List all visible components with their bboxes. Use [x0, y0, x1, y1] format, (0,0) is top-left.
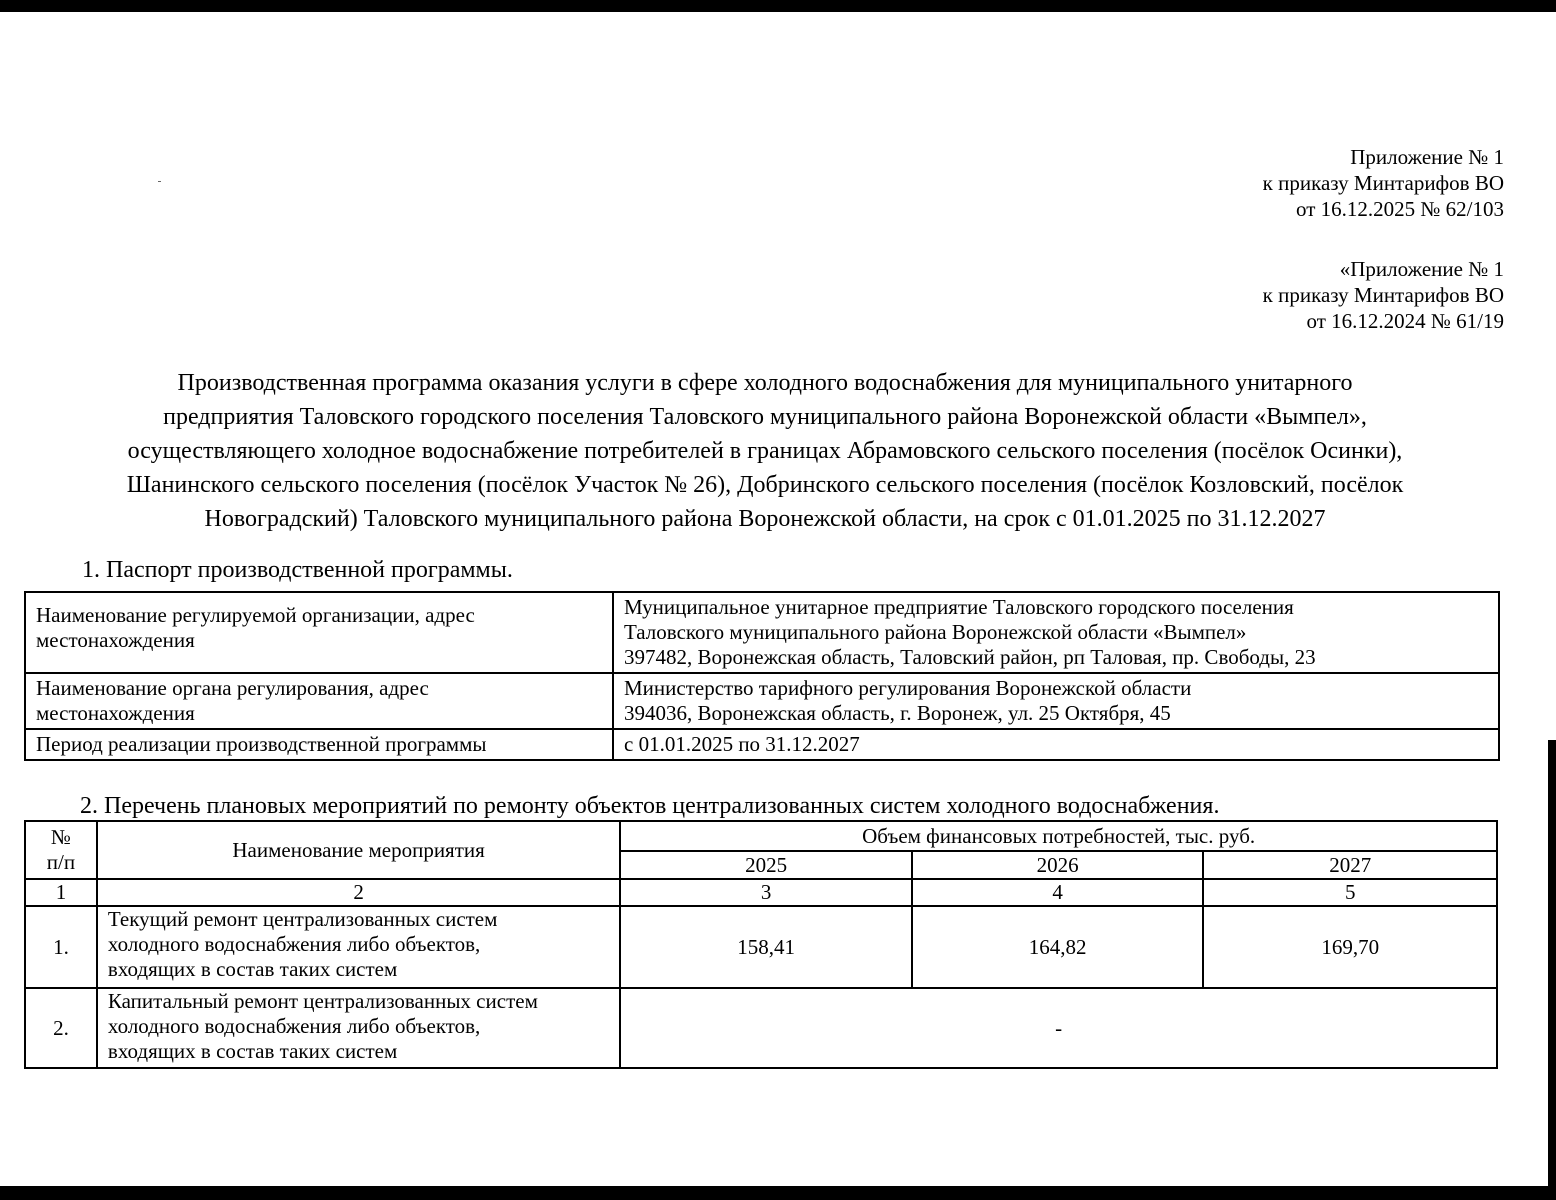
annex-current — [1263, 144, 1504, 222]
annex-previous — [1263, 256, 1504, 334]
header-finance-cell: Объем финансовых потребностей, тыс. руб. — [620, 821, 1497, 851]
column-number-cell: 5 — [1203, 879, 1497, 906]
header-num-line: № — [50, 825, 71, 849]
row-name-cell — [97, 988, 620, 1068]
passport-value-line: с 01.01.2025 по 31.12.2027 — [624, 732, 860, 756]
annex-previous-line: «Приложение № 1 — [1339, 257, 1504, 281]
scan-speck — [158, 181, 161, 182]
passport-label-cell — [25, 592, 613, 673]
passport-value-cell — [613, 729, 1499, 760]
row-name-line: Капитальный ремонт централизованных систем — [107, 989, 538, 1013]
header-year-cell: 2026 — [912, 851, 1204, 879]
passport-value-line: Министерство тарифного регулирования Воронежской области — [624, 676, 1192, 700]
passport-row-period — [25, 729, 1499, 760]
scan-top-edge — [0, 0, 1556, 12]
repair-plan-table — [24, 820, 1498, 1069]
passport-label-line: местонахождения — [36, 628, 195, 652]
row-merged-value-cell: - — [620, 988, 1497, 1068]
annex-current-line: Приложение № 1 — [1350, 145, 1504, 169]
column-number-cell: 1 — [25, 879, 97, 906]
plan-row-capital-repair — [25, 988, 1497, 1068]
annex-previous-line: к приказу Минтарифов ВО — [1262, 283, 1504, 307]
header-num-cell — [25, 821, 97, 879]
row-value-cell: 158,41 — [620, 906, 912, 988]
document-title-line: Новоградский) Таловского муниципального района Воронежской области, на срок с 01.01.2025 по 31.12.2027 — [204, 506, 1326, 532]
header-year-cell: 2025 — [620, 851, 912, 879]
column-number-cell: 3 — [620, 879, 912, 906]
row-value-cell: 164,82 — [912, 906, 1204, 988]
document-title — [20, 366, 1510, 536]
plan-row-current-repair — [25, 906, 1497, 988]
row-value-cell: 169,70 — [1203, 906, 1497, 988]
passport-value-cell — [613, 592, 1499, 673]
passport-value-line: 397482, Воронежская область, Таловский район, рп Таловая, пр. Свободы, 23 — [624, 645, 1316, 669]
column-number-cell: 2 — [97, 879, 620, 906]
document-title-line: Производственная программа оказания услуги в сфере холодного водоснабжения для муниципального унитарного — [177, 370, 1353, 396]
row-name-line: входящих в состав таких систем — [107, 957, 398, 981]
passport-table — [24, 591, 1500, 761]
passport-label-line: местонахождения — [36, 701, 195, 725]
document-title-line: предприятия Таловского городского поселения Таловского муниципального района Воронежской области «Вымпел», — [163, 404, 1367, 430]
column-number-cell: 4 — [912, 879, 1204, 906]
passport-label-cell — [25, 729, 613, 760]
annex-previous-line: от 16.12.2024 № 61/19 — [1306, 309, 1504, 333]
row-name-line: Текущий ремонт централизованных систем — [107, 907, 498, 931]
row-num-cell: 2. — [25, 988, 97, 1068]
passport-row-regulator — [25, 673, 1499, 729]
row-name-line: входящих в состав таких систем — [107, 1039, 398, 1063]
document-title-line: осуществляющего холодное водоснабжение потребителей в границах Абрамовского сельского поселения (посёлок Осинки), — [127, 438, 1403, 464]
header-year-cell: 2027 — [1203, 851, 1497, 879]
passport-value-line: Муниципальное унитарное предприятие Таловского городского поселения — [624, 595, 1294, 619]
passport-value-line: Таловского муниципального района Воронежской области «Вымпел» — [624, 620, 1247, 644]
header-num-line: п/п — [46, 850, 76, 874]
row-name-line: холодного водоснабжения либо объектов, — [107, 932, 481, 956]
scan-bottom-edge — [0, 1186, 1556, 1200]
row-name-line: холодного водоснабжения либо объектов, — [107, 1014, 481, 1038]
section-1-title: 1. Паспорт производственной программы. — [82, 557, 513, 583]
plan-column-numbers-row — [25, 879, 1497, 906]
passport-label-line: Период реализации производственной программы — [36, 732, 487, 756]
document-title-line: Шанинского сельского поселения (посёлок Участок № 26), Добринского сельского поселения (посёлок Козловский, посёлок — [126, 472, 1404, 498]
passport-label-line: Наименование регулируемой организации, адрес — [36, 603, 475, 627]
passport-row-organization — [25, 592, 1499, 673]
annex-current-line: к приказу Минтарифов ВО — [1262, 171, 1504, 195]
passport-value-cell — [613, 673, 1499, 729]
header-name-cell: Наименование мероприятия — [97, 821, 620, 879]
plan-header-row — [25, 821, 1497, 851]
annex-current-line: от 16.12.2025 № 62/103 — [1295, 197, 1504, 221]
passport-label-cell — [25, 673, 613, 729]
passport-label-line: Наименование органа регулирования, адрес — [36, 676, 429, 700]
section-2-title: 2. Перечень плановых мероприятий по ремонту объектов централизованных систем холодного водоснабжения. — [80, 793, 1220, 819]
row-name-cell — [97, 906, 620, 988]
row-num-cell: 1. — [25, 906, 97, 988]
passport-value-line: 394036, Воронежская область, г. Воронеж, ул. 25 Октября, 45 — [624, 701, 1171, 725]
scan-right-edge — [1548, 740, 1556, 1200]
